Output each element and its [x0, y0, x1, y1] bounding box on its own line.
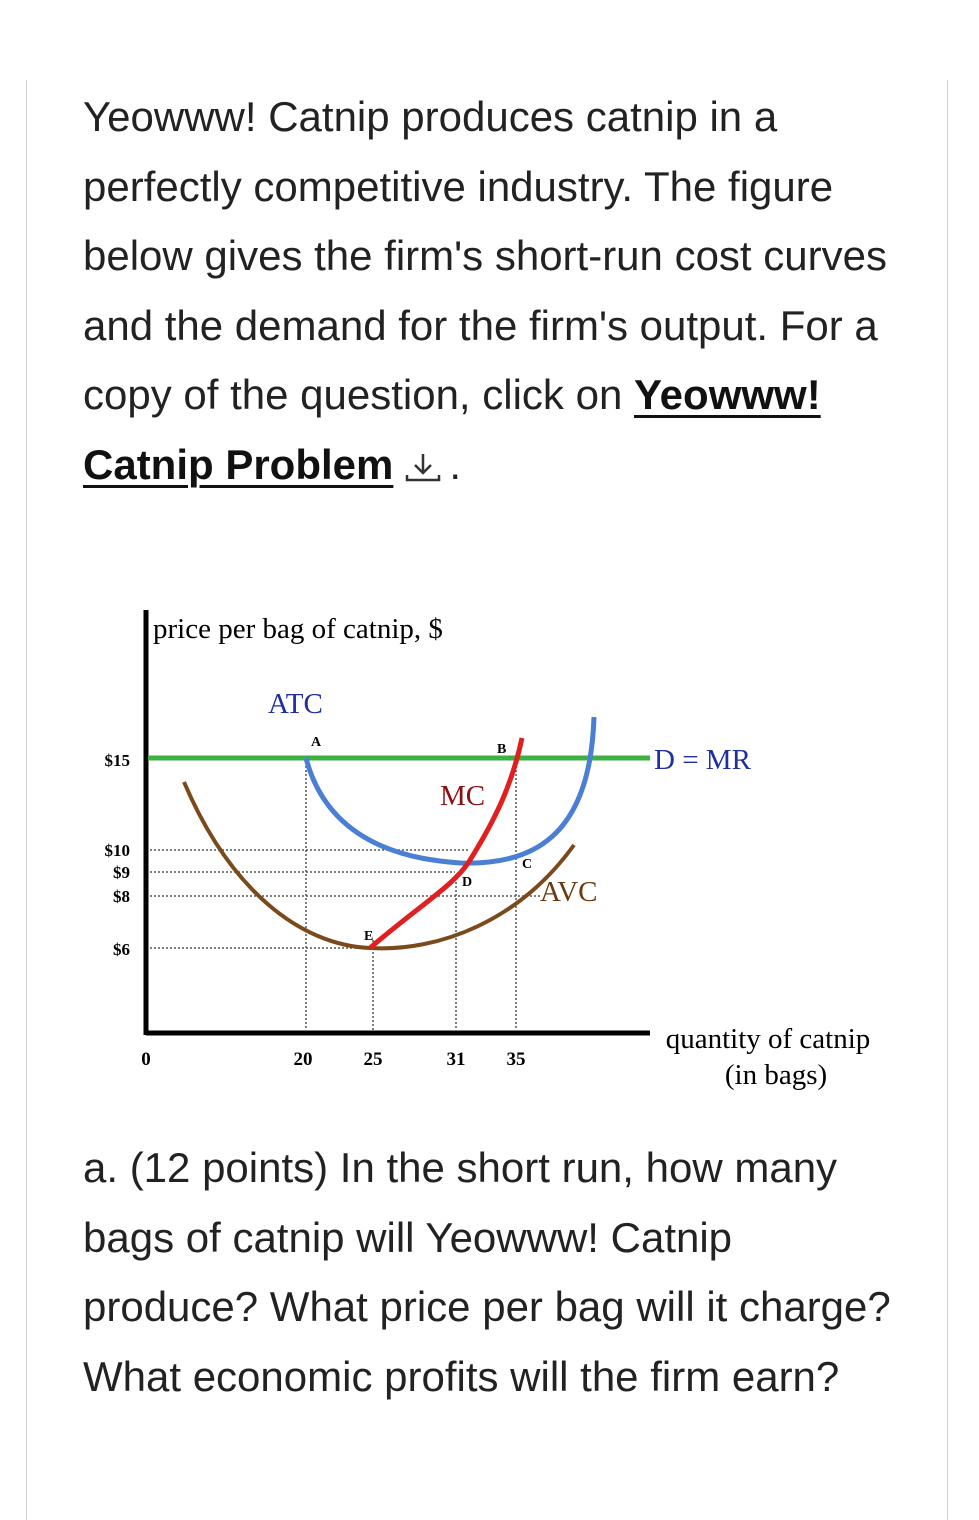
- x-tick-31: 31: [446, 1049, 466, 1070]
- atc-label: ATC: [268, 688, 323, 720]
- x-tick-25: 25: [363, 1049, 383, 1070]
- x-tick-35: 35: [506, 1049, 526, 1070]
- y-axis-label: price per bag of catnip, $: [153, 613, 443, 645]
- y-tick-9: $9: [113, 863, 130, 882]
- demand-mr-label: D = MR: [654, 744, 751, 776]
- y-tick-15: $15: [104, 751, 130, 770]
- x-axis-label-line1: quantity of catnip: [665, 1023, 871, 1055]
- y-tick-6: $6: [113, 940, 130, 959]
- question-text: a. (12 points) In the short run, how many bags of catnip will Yeowww! Catnip produce? What price per bag will it charge? What economic profits will the firm earn?: [83, 1144, 891, 1400]
- point-c-label: C: [522, 857, 533, 872]
- point-a-label: A: [311, 735, 322, 750]
- catnip-problem-link[interactable]: Yeowww! Catnip Problem: [83, 371, 821, 488]
- y-tick-10: $10: [104, 841, 130, 860]
- y-tick-8: $8: [113, 887, 130, 906]
- intro-text: Yeowww! Catnip produces catnip in a perfectly competitive industry. The figure below gives the firm's short-run cost curves and the demand for the firm's output. For a copy of the question, click on: [83, 93, 887, 418]
- trailing-period: .: [449, 440, 462, 488]
- mc-label: MC: [440, 780, 486, 812]
- point-e-label: E: [364, 929, 374, 944]
- x-tick-0: 0: [141, 1049, 151, 1070]
- point-b-label: B: [497, 742, 507, 757]
- avc-label: AVC: [540, 876, 598, 908]
- download-arrow-icon[interactable]: [403, 436, 443, 506]
- point-d-label: D: [462, 875, 473, 890]
- cost-curves-chart: [0, 560, 979, 1120]
- x-axis-label-line2: (in bags): [724, 1059, 828, 1091]
- x-tick-20: 20: [293, 1049, 313, 1070]
- question-paragraph: [83, 1133, 903, 1411]
- intro-paragraph: [83, 82, 903, 505]
